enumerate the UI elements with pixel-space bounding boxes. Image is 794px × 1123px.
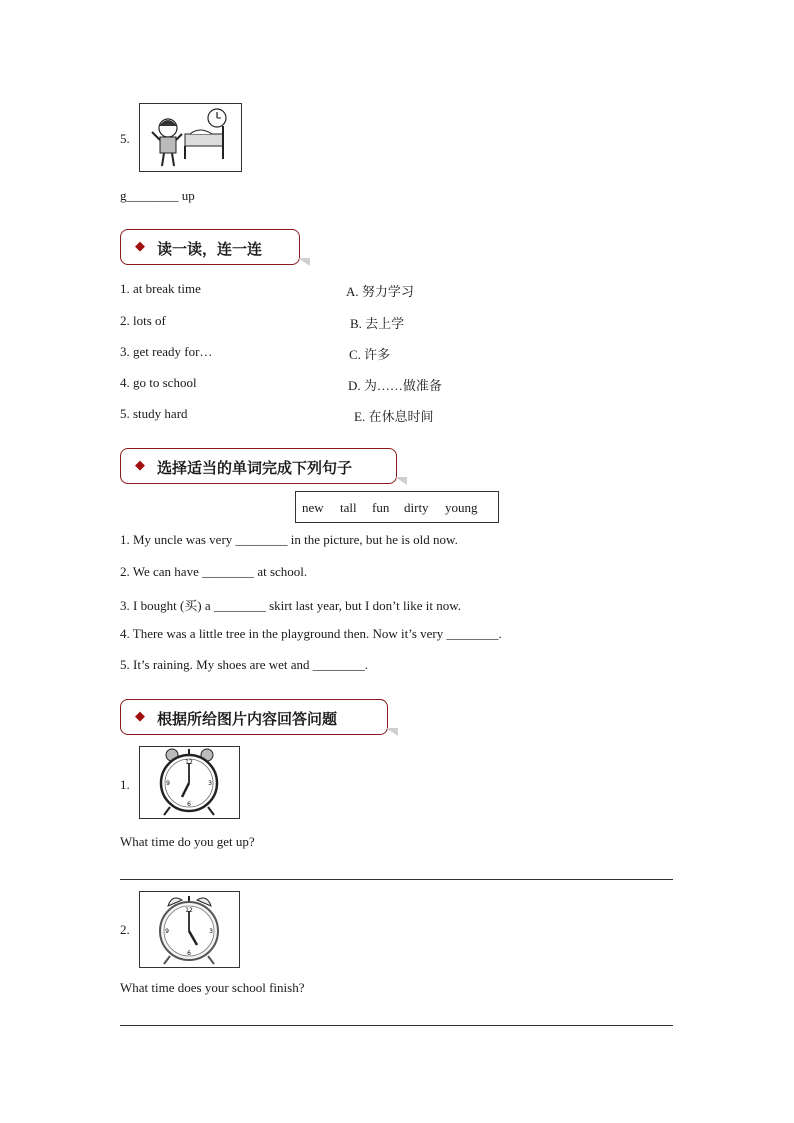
diamond-bullet-icon: ◆	[135, 458, 145, 473]
match-right-item: D. 为……做准备	[348, 378, 442, 393]
section-header-fill	[120, 448, 397, 484]
alarm-clock-seven-oclock-icon	[140, 747, 239, 818]
word-bank	[295, 491, 499, 523]
word-bank-word: new	[302, 500, 324, 515]
word-bank-word: young	[445, 500, 478, 515]
match-right-item: E. 在休息时间	[354, 409, 434, 424]
section-title: 读一读，连一连	[157, 240, 263, 258]
fill-sentence: 1. My uncle was very ________ in the picture, but he is old now.	[120, 532, 458, 547]
match-right-item: B. 去上学	[350, 316, 405, 331]
match-left-item: 2. lots of	[120, 313, 166, 328]
match-left-item: 1. at break time	[120, 281, 201, 296]
alarm-clock-five-oclock-icon	[140, 892, 239, 967]
word-bank-word: tall	[340, 500, 357, 515]
svg-text:12: 12	[185, 907, 193, 914]
svg-text:12: 12	[185, 759, 193, 766]
item5-prompt: g________ up	[120, 188, 195, 203]
section-header-picture	[120, 699, 388, 735]
svg-text:3: 3	[208, 780, 212, 787]
word-bank-word: dirty	[404, 500, 429, 515]
clock-picture	[139, 891, 240, 968]
svg-text:6: 6	[187, 950, 191, 957]
svg-text:9: 9	[166, 780, 170, 787]
question-number: 1.	[120, 777, 130, 792]
header-shadow	[386, 728, 398, 736]
match-left-item: 3. get ready for…	[120, 344, 213, 359]
boy-getting-out-of-bed-with-clock-icon	[140, 104, 241, 171]
svg-text:6: 6	[187, 801, 191, 808]
word-bank-word: fun	[372, 500, 390, 515]
question-text: What time does your school finish?	[120, 980, 305, 995]
match-left-item: 4. go to school	[120, 375, 197, 390]
fill-sentence: 2. We can have ________ at school.	[120, 564, 308, 579]
fill-sentence: 3. I bought (买) a ________ skirt last year, but I don’t like it now.	[120, 598, 462, 613]
diamond-bullet-icon: ◆	[135, 709, 145, 724]
question-text: What time do you get up?	[120, 834, 255, 849]
boy-getting-up-picture	[139, 103, 242, 172]
fill-sentence: 5. It’s raining. My shoes are wet and ________.	[120, 657, 369, 672]
header-shadow	[298, 258, 310, 266]
section-title: 根据所给图片内容回答问题	[157, 710, 338, 728]
answer-line	[120, 879, 673, 880]
svg-text:3: 3	[209, 928, 213, 935]
diamond-bullet-icon: ◆	[135, 239, 145, 254]
section-header-match	[120, 229, 300, 265]
match-right-item: C. 许多	[349, 347, 391, 362]
match-right-item: A. 努力学习	[346, 284, 414, 299]
answer-line	[120, 1025, 673, 1026]
match-left-item: 5. study hard	[120, 406, 188, 421]
fill-sentence: 4. There was a little tree in the playground then. Now it’s very ________.	[120, 626, 502, 641]
header-shadow	[395, 477, 407, 485]
item-number: 5.	[120, 131, 130, 146]
section-title: 选择适当的单词完成下列句子	[157, 459, 353, 477]
svg-text:9: 9	[165, 928, 169, 935]
clock-picture	[139, 746, 240, 819]
question-number: 2.	[120, 922, 130, 937]
